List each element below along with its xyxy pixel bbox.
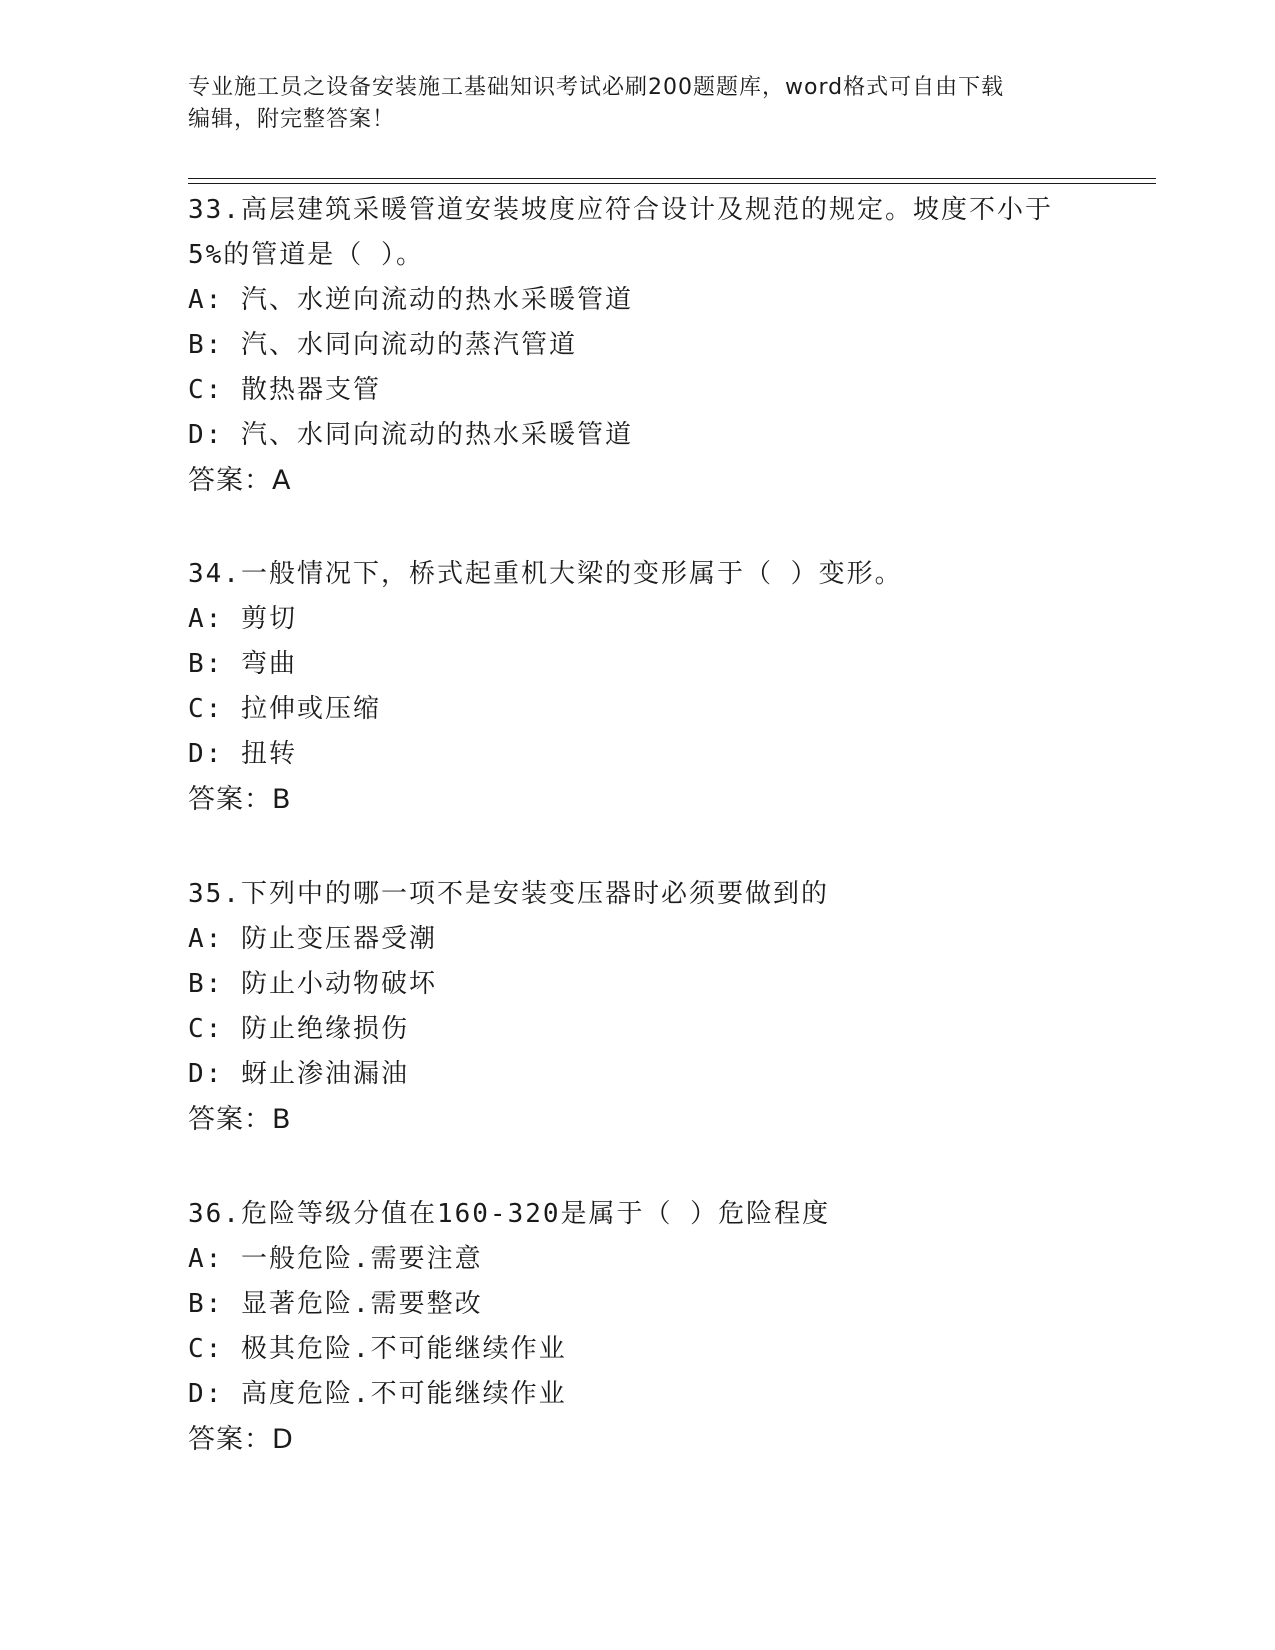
question-33 [188, 188, 1088, 503]
question-35 [188, 872, 1088, 1142]
option-a: A: 防止变压器受潮 [188, 924, 437, 954]
option-a: A: 剪切 [188, 604, 297, 634]
question-stem-line: 34.一般情况下，桥式起重机大梁的变形属于（ ）变形。 [188, 559, 903, 589]
option-d: D: 扭转 [188, 739, 297, 769]
option-b: B: 汽、水同向流动的蒸汽管道 [188, 330, 577, 360]
option-c: C: 防止绝缘损伤 [188, 1014, 409, 1044]
question-34 [188, 552, 1088, 822]
header-divider-top [188, 178, 1156, 179]
option-a: A: 汽、水逆向流动的热水采暖管道 [188, 285, 633, 315]
header-line-2: 编辑，附完整答案！ [188, 107, 396, 132]
answer-line: 答案：B [188, 1104, 292, 1135]
option-d: D: 高度危险.不可能继续作业 [188, 1379, 567, 1409]
question-stem-line: 35.下列中的哪一项不是安装变压器时必须要做到的 [188, 879, 829, 909]
question-stem-line: 33.高层建筑采暖管道安装坡度应符合设计及规范的规定。坡度不小于 [188, 195, 1053, 225]
answer-line: 答案：B [188, 784, 292, 815]
header-line-1: 专业施工员之设备安装施工基础知识考试必刷200题题库，word格式可自由下载 [188, 75, 1005, 100]
option-b: B: 显著危险.需要整改 [188, 1289, 483, 1319]
question-stem-line: 36.危险等级分值在160-320是属于（ ）危险程度 [188, 1199, 831, 1229]
option-a: A: 一般危险.需要注意 [188, 1244, 483, 1274]
option-c: C: 散热器支管 [188, 375, 381, 405]
question-stem-line: 5%的管道是（ ）。 [188, 240, 424, 270]
option-c: C: 拉伸或压缩 [188, 694, 381, 724]
option-c: C: 极其危险.不可能继续作业 [188, 1334, 567, 1364]
option-d: D: 蚜止渗油漏油 [188, 1059, 409, 1089]
document-header [188, 72, 1088, 136]
answer-line: 答案：A [188, 465, 292, 496]
question-36 [188, 1192, 1088, 1462]
answer-line: 答案：D [188, 1424, 294, 1455]
header-divider-bottom [188, 183, 1156, 184]
option-b: B: 防止小动物破坏 [188, 969, 437, 999]
option-b: B: 弯曲 [188, 649, 297, 679]
option-d: D: 汽、水同向流动的热水采暖管道 [188, 420, 633, 450]
